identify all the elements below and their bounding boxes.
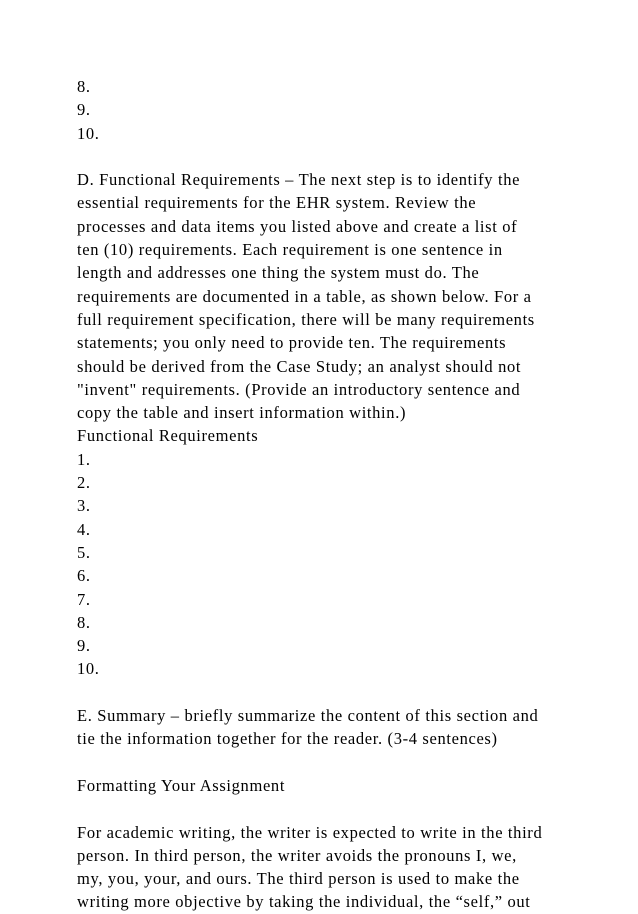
list-item: 9.	[77, 636, 91, 656]
list-item: 3.	[77, 496, 91, 516]
paragraph-line: statements; you only need to provide ten. The requirements	[77, 333, 507, 353]
list-item: 10.	[77, 123, 100, 143]
paragraph-line: For academic writing, the writer is expected to write in the third	[77, 822, 543, 842]
paragraph-line: my, you, your, and ours. The third person is used to make the	[77, 869, 520, 889]
paragraph-line: "invent" requirements. (Provide an introductory sentence and	[77, 379, 521, 399]
paragraph-line: E. Summary – briefly summarize the content of this section and	[77, 706, 539, 726]
blank-line	[77, 751, 577, 774]
paragraph-line: ten (10) requirements. Each requirement is one sentence in	[77, 240, 503, 260]
document-body	[77, 75, 577, 914]
list-item: 8.	[77, 612, 91, 632]
paragraph-line: processes and data items you listed above and create a list of	[77, 216, 518, 236]
paragraph-line: D. Functional Requirements – The next step is to identify the	[77, 170, 521, 190]
paragraph-line: should be derived from the Case Study; an analyst should not	[77, 356, 522, 376]
table-heading: Functional Requirements	[77, 426, 259, 446]
list-item: 7.	[77, 589, 91, 609]
list-item: 4.	[77, 519, 91, 539]
list-item: 10.	[77, 659, 100, 679]
list-item: 1.	[77, 449, 91, 469]
paragraph-line: essential requirements for the EHR system. Review the	[77, 193, 477, 213]
paragraph-line: copy the table and insert information within.)	[77, 403, 407, 423]
paragraph-line: person. In third person, the writer avoids the pronouns I, we,	[77, 845, 517, 865]
paragraph-line: requirements are documented in a table, as shown below. For a	[77, 286, 532, 306]
list-item: 2.	[77, 473, 91, 493]
paragraph-line: full requirement specification, there will be many requirements	[77, 309, 535, 329]
paragraph-line: writing more objective by taking the individual, the “self,” out	[77, 892, 531, 912]
blank-line	[77, 797, 577, 820]
list-item: 6.	[77, 566, 91, 586]
list-item: 5.	[77, 542, 91, 562]
blank-line	[77, 145, 577, 168]
list-item: 9.	[77, 100, 91, 120]
section-heading: Formatting Your Assignment	[77, 775, 286, 795]
blank-line	[77, 681, 577, 704]
paragraph-line: length and addresses one thing the system must do. The	[77, 263, 480, 283]
paragraph-line: tie the information together for the reader. (3-4 sentences)	[77, 729, 498, 749]
list-item: 8.	[77, 77, 91, 96]
